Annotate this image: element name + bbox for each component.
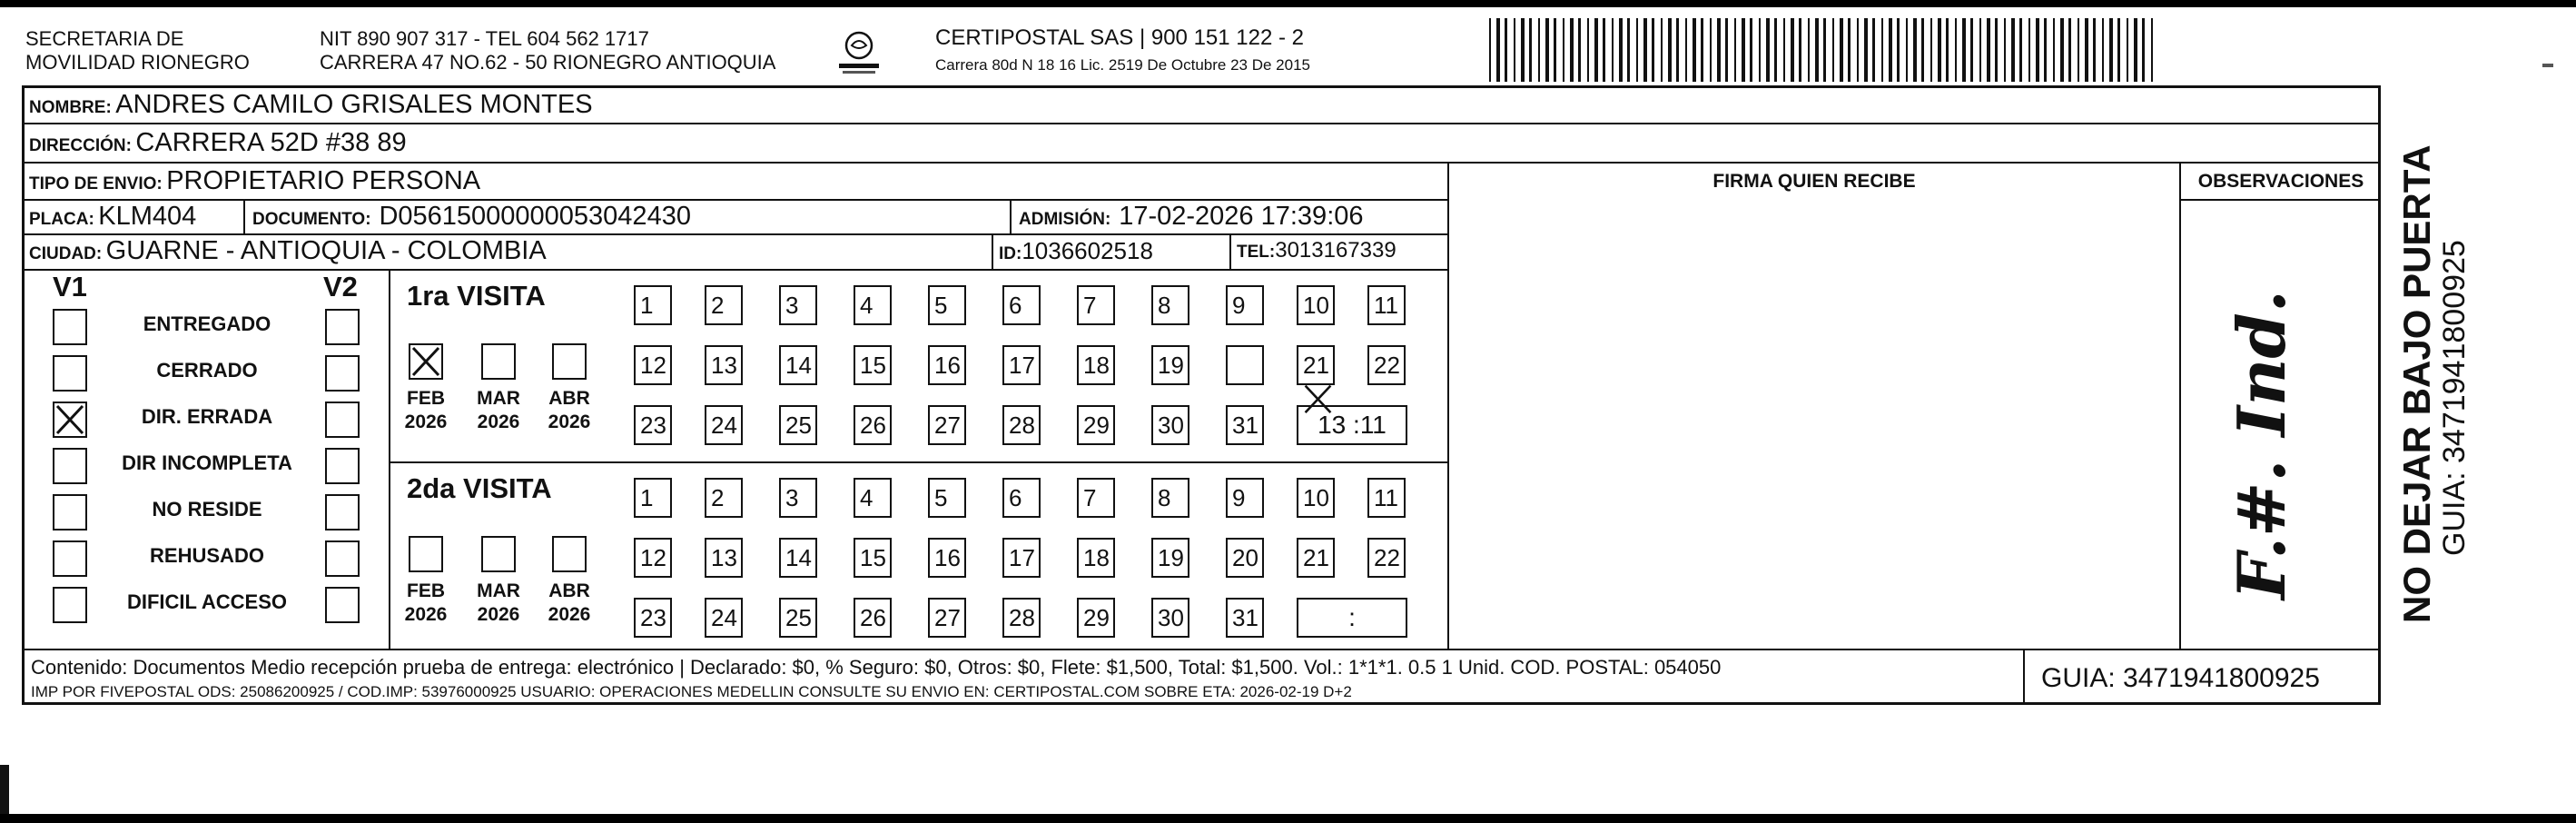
- day-box[interactable]: [1297, 538, 1335, 578]
- v1-checkbox[interactable]: [53, 448, 87, 484]
- day-number: 17: [1009, 352, 1035, 379]
- documento-value: D05615000000053042430: [379, 202, 691, 231]
- day-number: 24: [711, 412, 737, 439]
- day-number: 12: [640, 352, 666, 379]
- status-option-label: REHUSADO: [150, 544, 264, 567]
- v2-checkbox[interactable]: [325, 355, 360, 392]
- day-box[interactable]: [705, 598, 743, 638]
- day-box[interactable]: [634, 598, 672, 638]
- day-number: 23: [640, 412, 666, 439]
- tipo-envio-label: TIPO DE ENVIO:: [29, 174, 163, 193]
- day-box[interactable]: [779, 478, 817, 518]
- month-name: MAR: [477, 580, 520, 601]
- barcode: [1485, 18, 2157, 82]
- day-number: 24: [711, 604, 737, 631]
- placa-value: KLM404: [98, 202, 197, 231]
- day-number: 27: [934, 412, 961, 439]
- day-box[interactable]: [928, 285, 966, 325]
- id-label: ID:: [999, 244, 1022, 263]
- visit-title: 1ra VISITA: [407, 280, 546, 312]
- col-divider: [1229, 233, 1231, 269]
- month-label: [467, 387, 530, 434]
- month-label: [394, 387, 458, 434]
- visit-time-box[interactable]: [1297, 405, 1407, 445]
- status-option-label: CERRADO: [156, 359, 258, 382]
- day-box[interactable]: [854, 345, 892, 385]
- day-box[interactable]: [1297, 285, 1335, 325]
- day-box[interactable]: [1226, 345, 1264, 385]
- observation-handwriting: F.#. Ind.: [2223, 290, 2300, 600]
- status-option-label: DIR. ERRADA: [141, 405, 273, 428]
- day-number: 9: [1232, 292, 1246, 319]
- side-guia: GUIA: 3471941800925: [2437, 240, 2472, 556]
- day-box[interactable]: [779, 598, 817, 638]
- v1-checkbox[interactable]: [53, 355, 87, 392]
- month-year: 2026: [477, 604, 520, 625]
- courier-license: Carrera 80d N 18 16 Lic. 2519 De Octubre 23 De 2015: [935, 56, 1310, 74]
- day-box[interactable]: [1002, 478, 1041, 518]
- day-number: 22: [1374, 544, 1400, 571]
- day-number: 4: [860, 484, 873, 511]
- v2-checkbox[interactable]: [325, 309, 360, 345]
- day-number: 4: [860, 292, 873, 319]
- day-box[interactable]: [1002, 598, 1041, 638]
- ciudad-label: CIUDAD:: [29, 244, 103, 263]
- day-box[interactable]: [854, 478, 892, 518]
- nombre-label: NOMBRE:: [29, 98, 112, 117]
- direccion-label: DIRECCIÓN:: [29, 136, 132, 155]
- day-number: 25: [785, 412, 812, 439]
- day-box[interactable]: [634, 345, 672, 385]
- month-year: 2026: [548, 412, 591, 432]
- placa-field: [29, 202, 196, 235]
- day-box[interactable]: [854, 405, 892, 445]
- row-divider: [22, 162, 2381, 164]
- v2-checkbox[interactable]: [325, 540, 360, 577]
- col-divider: [389, 269, 390, 649]
- day-number: 6: [1009, 484, 1022, 511]
- footer-contenido: Contenido: Documentos Medio recepción prueba de entrega: electrónico | Declarado: $0, % Seguro: $0, Otros: $0, Flete: $1,500, Total: $1,500. Vol.: 1*1*1. 0.5 1 Unid. COD. POSTAL: 054050: [31, 656, 1722, 679]
- day-box[interactable]: [779, 345, 817, 385]
- day-number: 27: [934, 604, 961, 631]
- day-box[interactable]: [1226, 538, 1264, 578]
- visit-time: :: [1348, 603, 1356, 631]
- day-box[interactable]: [705, 478, 743, 518]
- day-number: 7: [1083, 292, 1097, 319]
- day-box[interactable]: [705, 345, 743, 385]
- day-box[interactable]: [1367, 345, 1406, 385]
- day-box[interactable]: [1226, 405, 1264, 445]
- footer-imp-line: IMP POR FIVEPOSTAL ODS: 25086200925 / COD.IMP: 53976000925 USUARIO: OPERACIONES MEDELLIN CONSULTE SU ENVIO EN: CERTIPOSTAL.COM SOBRE ETA: 2026-02-19 D+2: [31, 683, 1352, 700]
- day-box[interactable]: [928, 345, 966, 385]
- id-field: [999, 236, 1153, 270]
- day-number: 25: [785, 604, 812, 631]
- top-edge-bar: [0, 0, 2576, 7]
- tel-value: 3013167339: [1275, 238, 1397, 263]
- day-number: 30: [1158, 604, 1184, 631]
- month-checkbox[interactable]: [481, 343, 516, 380]
- tipo-envio-value: PROPIETARIO PERSONA: [166, 166, 481, 195]
- v2-checkbox[interactable]: [325, 587, 360, 623]
- day-number: 20: [1232, 544, 1258, 571]
- col-divider: [243, 199, 245, 233]
- day-number: 16: [934, 544, 961, 571]
- col-divider: [2179, 162, 2181, 649]
- day-box[interactable]: [1151, 405, 1189, 445]
- day-number: 29: [1083, 604, 1110, 631]
- day-box[interactable]: [1226, 598, 1264, 638]
- visit-time: 13 :11: [1318, 411, 1387, 439]
- col-divider: [1010, 199, 1012, 233]
- admision-label: ADMISIÓN:: [1019, 210, 1111, 229]
- day-number: 22: [1374, 352, 1400, 379]
- v2-checkbox[interactable]: [325, 448, 360, 484]
- day-number: 26: [860, 412, 886, 439]
- v1-checkbox[interactable]: [53, 587, 87, 623]
- day-box[interactable]: [1226, 285, 1264, 325]
- status-option-label: ENTREGADO: [143, 312, 271, 335]
- day-number: 6: [1009, 292, 1022, 319]
- day-number: 19: [1158, 352, 1184, 379]
- day-box[interactable]: [928, 598, 966, 638]
- day-number: 3: [785, 292, 799, 319]
- day-box[interactable]: [928, 405, 966, 445]
- day-number: 28: [1009, 604, 1035, 631]
- day-number: 12: [640, 544, 666, 571]
- day-box[interactable]: [1297, 478, 1335, 518]
- footer-divider: [22, 649, 2381, 650]
- month-year: 2026: [404, 604, 448, 625]
- tipo-envio-field: [29, 166, 480, 200]
- month-label: [467, 580, 530, 627]
- handwritten-observation: [2216, 290, 2324, 609]
- month-name: FEB: [407, 580, 445, 601]
- v2-checkbox[interactable]: [325, 402, 360, 438]
- day-number: 10: [1303, 484, 1329, 511]
- sender-name-line2: MOVILIDAD RIONEGRO: [25, 51, 250, 74]
- month-name: ABR: [548, 388, 590, 409]
- direccion-value: CARRERA 52D #38 89: [135, 128, 407, 157]
- day-box[interactable]: [1226, 478, 1264, 518]
- admision-value: 17-02-2026 17:39:06: [1119, 202, 1364, 231]
- day-number: 23: [640, 604, 666, 631]
- day-box[interactable]: [1077, 285, 1115, 325]
- visit-title: 2da VISITA: [407, 472, 552, 504]
- day-box[interactable]: [779, 285, 817, 325]
- day-number: 3: [785, 484, 799, 511]
- row-divider: [2179, 199, 2381, 201]
- day-number: 14: [785, 544, 812, 571]
- month-label: [538, 387, 601, 434]
- month-year: 2026: [548, 604, 591, 625]
- month-checkbox[interactable]: [481, 536, 516, 572]
- day-box[interactable]: [1002, 538, 1041, 578]
- bottom-edge-bar: [0, 814, 2576, 823]
- day-number: 13: [711, 352, 737, 379]
- day-box[interactable]: [705, 405, 743, 445]
- day-box[interactable]: [928, 538, 966, 578]
- day-number: 9: [1232, 484, 1246, 511]
- v2-header: V2: [323, 271, 358, 302]
- month-name: ABR: [548, 580, 590, 601]
- tel-label: TEL:: [1237, 243, 1276, 262]
- day-box[interactable]: [705, 538, 743, 578]
- day-number: 18: [1083, 352, 1110, 379]
- v1-checkbox[interactable]: [53, 494, 87, 530]
- day-number: 17: [1009, 544, 1035, 571]
- day-box[interactable]: [1151, 285, 1189, 325]
- firma-header: FIRMA QUIEN RECIBE: [1712, 171, 1916, 192]
- scan-mark: [2542, 64, 2553, 67]
- month-label: [538, 580, 601, 627]
- v1-header: V1: [53, 271, 87, 302]
- day-number: 15: [860, 352, 886, 379]
- day-number: 2: [711, 292, 725, 319]
- day-box[interactable]: [779, 538, 817, 578]
- day-box[interactable]: [928, 478, 966, 518]
- month-name: MAR: [477, 388, 520, 409]
- day-number: 29: [1083, 412, 1110, 439]
- id-value: 1036602518: [1022, 237, 1153, 264]
- day-box[interactable]: [854, 538, 892, 578]
- day-number: 21: [1303, 544, 1329, 571]
- day-box[interactable]: [1367, 285, 1406, 325]
- day-box[interactable]: [1077, 598, 1115, 638]
- day-box[interactable]: [1002, 285, 1041, 325]
- day-box[interactable]: [1151, 478, 1189, 518]
- month-checkbox[interactable]: [552, 536, 587, 572]
- day-number: 18: [1083, 544, 1110, 571]
- day-number: 11: [1374, 292, 1398, 319]
- day-box[interactable]: [1367, 538, 1406, 578]
- day-box[interactable]: [779, 405, 817, 445]
- day-number: 30: [1158, 412, 1184, 439]
- day-box[interactable]: [634, 285, 672, 325]
- direccion-field: [29, 128, 407, 162]
- visit-divider: [389, 461, 1447, 463]
- day-box[interactable]: [1297, 345, 1335, 385]
- day-box[interactable]: [854, 285, 892, 325]
- col-divider: [2023, 649, 2025, 705]
- day-box[interactable]: [1151, 598, 1189, 638]
- day-box[interactable]: [1077, 345, 1115, 385]
- tel-field: [1237, 236, 1397, 268]
- status-option-label: DIFICIL ACCESO: [126, 590, 287, 613]
- v1-checkbox[interactable]: [53, 309, 87, 345]
- day-number: 14: [785, 352, 812, 379]
- month-checkbox[interactable]: [552, 343, 587, 380]
- courier-name: CERTIPOSTAL SAS | 900 151 122 - 2: [935, 25, 1304, 50]
- footer-guia: GUIA: 3471941800925: [2041, 663, 2320, 693]
- day-number: 1: [640, 484, 654, 511]
- day-box[interactable]: [1367, 478, 1406, 518]
- day-box[interactable]: [1077, 405, 1115, 445]
- day-number: 5: [934, 292, 948, 319]
- day-number: 16: [934, 352, 961, 379]
- v2-checkbox[interactable]: [325, 494, 360, 530]
- day-box[interactable]: [1077, 538, 1115, 578]
- month-year: 2026: [477, 412, 520, 432]
- day-number: 31: [1232, 604, 1258, 631]
- day-number: 5: [934, 484, 948, 511]
- sender-name-line1: SECRETARIA DE: [25, 27, 184, 50]
- day-box[interactable]: [1151, 345, 1189, 385]
- day-number: 31: [1232, 412, 1258, 439]
- day-number: 8: [1158, 292, 1171, 319]
- observaciones-header: OBSERVACIONES: [2197, 171, 2364, 192]
- col-divider: [992, 233, 993, 269]
- day-number: 1: [640, 292, 654, 319]
- side-warning: NO DEJAR BAJO PUERTA: [2395, 144, 2438, 623]
- day-box[interactable]: [705, 285, 743, 325]
- day-box[interactable]: [634, 478, 672, 518]
- day-box[interactable]: [1151, 538, 1189, 578]
- day-number: 21: [1303, 352, 1329, 379]
- day-box[interactable]: [1077, 478, 1115, 518]
- day-number: 28: [1009, 412, 1035, 439]
- v1-checkbox[interactable]: [53, 402, 87, 438]
- documento-label: DOCUMENTO:: [252, 210, 371, 229]
- status-option-label: NO RESIDE: [152, 498, 262, 521]
- day-number: 10: [1303, 292, 1329, 319]
- placa-label: PLACA:: [29, 210, 94, 229]
- ciudad-field: [29, 236, 547, 270]
- certipostal-logo-icon: [834, 25, 884, 76]
- v1-checkbox[interactable]: [53, 540, 87, 577]
- month-checkbox[interactable]: [409, 536, 443, 572]
- day-number: 15: [860, 544, 886, 571]
- sender-nit: NIT 890 907 317 - TEL 604 562 1717: [320, 27, 649, 50]
- nombre-value: ANDRES CAMILO GRISALES MONTES: [115, 90, 593, 119]
- day-number: 19: [1158, 544, 1184, 571]
- day-box[interactable]: [634, 538, 672, 578]
- day-number: 8: [1158, 484, 1171, 511]
- nombre-field: [29, 90, 593, 124]
- month-year: 2026: [404, 412, 448, 432]
- status-option-label: DIR INCOMPLETA: [122, 451, 292, 474]
- day-number: 13: [711, 544, 737, 571]
- admision-field: [1019, 202, 1364, 235]
- ciudad-value: GUARNE - ANTIOQUIA - COLOMBIA: [105, 236, 547, 265]
- day-box[interactable]: [1002, 345, 1041, 385]
- day-box[interactable]: [634, 405, 672, 445]
- day-number: 26: [860, 604, 886, 631]
- day-box[interactable]: [854, 598, 892, 638]
- day-box[interactable]: [1002, 405, 1041, 445]
- documento-field: [252, 202, 691, 235]
- day-number: 11: [1374, 484, 1398, 511]
- month-checkbox[interactable]: [409, 343, 443, 380]
- day-number: 7: [1083, 484, 1097, 511]
- month-label: [394, 580, 458, 627]
- visit-time-box[interactable]: [1297, 598, 1407, 638]
- sender-address: CARRERA 47 NO.62 - 50 RIONEGRO ANTIOQUIA: [320, 51, 776, 74]
- month-name: FEB: [407, 388, 445, 409]
- col-divider: [1447, 162, 1449, 649]
- left-edge-mark: [0, 765, 9, 814]
- day-number: 2: [711, 484, 725, 511]
